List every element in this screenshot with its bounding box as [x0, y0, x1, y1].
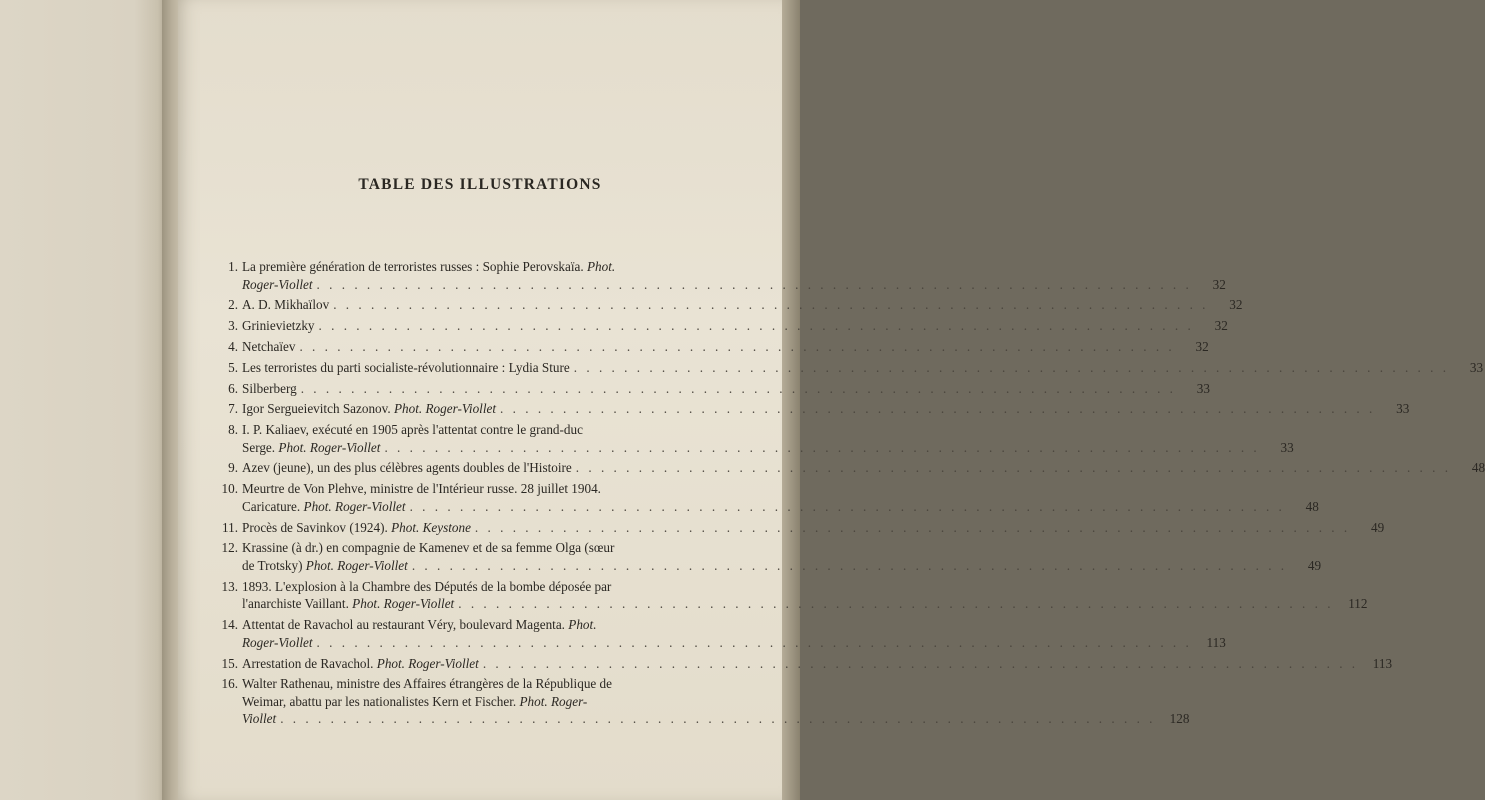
list-item	[218, 380, 1210, 398]
entry-caption	[242, 519, 1384, 537]
dot-leader	[333, 296, 1208, 314]
entry-caption	[242, 675, 1189, 728]
entry-caption-line: de Trotsky) Phot. Roger-Viollet	[242, 557, 408, 573]
entry-number: 5.	[228, 359, 238, 375]
entry-caption	[242, 359, 1483, 377]
entry-page-number: 33	[1280, 439, 1294, 455]
list-item	[218, 675, 1190, 728]
entry-caption-line: Silberberg	[242, 380, 297, 396]
dot-leader	[574, 359, 1449, 377]
entry-caption-line: l'anarchiste Vaillant. Phot. Roger-Viollet	[242, 596, 455, 612]
dot-leader	[410, 498, 1285, 516]
dot-leader	[317, 634, 1192, 652]
entry-caption	[242, 578, 1367, 613]
entry-caption	[242, 459, 1485, 477]
entry-caption-line: Weimar, abattu par les nationalistes Kern et Fischer. Phot. Roger-	[242, 693, 588, 709]
entry-caption-line: Walter Rathenau, ministre des Affaires étrangères de la République de	[242, 676, 613, 692]
entry-caption-line: Krassine (à dr.) en compagnie de Kamenev et de sa femme Olga (sœur	[242, 540, 615, 556]
dot-leader	[317, 276, 1192, 294]
entry-caption	[242, 380, 1210, 398]
dot-leader	[458, 595, 1333, 613]
entry-page-number: 33	[1469, 359, 1484, 375]
entry-number: 7.	[228, 401, 238, 417]
dot-leader	[483, 655, 1358, 673]
entry-page-number: 48	[1471, 460, 1485, 476]
entry-page-number: 49	[1307, 557, 1322, 573]
entry-caption	[242, 258, 1226, 293]
entry-caption	[242, 296, 1242, 314]
entry-number: 1.	[228, 259, 238, 274]
entry-page-number: 32	[1195, 338, 1209, 354]
entry-page-number: 113	[1372, 655, 1393, 671]
entry-number: 10.	[221, 481, 238, 497]
illustration-list	[218, 258, 1485, 731]
entry-number: 9.	[228, 460, 238, 476]
entry-caption-line: Attentat de Ravachol au restaurant Véry, boulevard Magenta. Phot.	[242, 617, 597, 633]
entry-number: 14.	[221, 617, 238, 633]
entry-page-number: 33	[1396, 401, 1410, 417]
list-item	[218, 338, 1209, 356]
facing-page	[0, 0, 168, 800]
entry-caption-line: Grinievietzky	[242, 318, 315, 334]
entry-caption	[242, 400, 1409, 418]
list-item	[218, 655, 1393, 673]
entry-page-number: 33	[1196, 380, 1210, 396]
dot-leader	[299, 338, 1174, 356]
entry-page-number: 113	[1206, 634, 1226, 650]
dot-leader	[412, 557, 1287, 575]
entry-number: 3.	[228, 318, 238, 334]
list-item	[218, 480, 1319, 515]
entry-caption	[242, 539, 1321, 574]
entry-page-number: 32	[1212, 276, 1226, 292]
entry-caption-line: I. P. Kaliaev, exécuté en 1905 après l'attentat contre le grand-duc	[242, 422, 583, 438]
entry-caption-line: Serge. Phot. Roger-Viollet	[242, 439, 381, 455]
list-item	[218, 258, 1226, 293]
entry-number: 15.	[221, 655, 238, 671]
entry-caption-line: Meurtre de Von Plehve, ministre de l'Intérieur russe. 28 juillet 1904.	[242, 481, 601, 497]
entry-caption-line: La première génération de terroristes russes : Sophie Perovskaïa. Phot.	[242, 259, 616, 274]
entry-caption-line: Viollet	[242, 711, 277, 727]
dot-leader	[500, 400, 1375, 418]
entry-number: 8.	[228, 422, 238, 438]
list-item	[218, 359, 1484, 377]
entry-caption-line: Roger-Viollet	[242, 634, 313, 650]
list-item	[218, 578, 1368, 613]
entry-caption	[242, 480, 1319, 515]
list-item	[218, 616, 1226, 651]
entry-caption-line: Caricature. Phot. Roger-Viollet	[242, 498, 406, 514]
entry-caption	[242, 421, 1294, 456]
entry-page-number: 32	[1229, 297, 1243, 313]
entry-number: 13.	[221, 578, 238, 594]
entry-caption-line: Procès de Savinkov (1924). Phot. Keystone	[242, 519, 471, 535]
entry-caption-line: Arrestation de Ravachol. Phot. Roger-Viollet	[242, 655, 479, 671]
entry-caption	[242, 317, 1228, 335]
entry-page-number: 112	[1348, 596, 1368, 612]
entry-number: 4.	[228, 338, 238, 354]
dot-leader	[301, 380, 1176, 398]
entry-number: 6.	[228, 380, 238, 396]
list-item	[218, 296, 1243, 314]
entry-page-number: 49	[1371, 519, 1385, 535]
dot-leader	[576, 459, 1451, 477]
page-title: TABLE DES ILLUSTRATIONS	[358, 176, 602, 193]
entry-number: 11.	[222, 519, 238, 535]
entry-number: 12.	[221, 540, 238, 556]
entry-caption-line: 1893. L'explosion à la Chambre des Députés de la bombe déposée par	[242, 578, 612, 594]
list-item	[218, 539, 1322, 574]
entry-caption	[242, 616, 1226, 651]
entry-page-number: 32	[1214, 318, 1228, 334]
entry-number: 2.	[228, 297, 238, 313]
dot-leader	[280, 710, 1155, 728]
entry-page-number: 48	[1305, 498, 1319, 514]
list-item	[218, 421, 1294, 456]
entry-caption	[242, 655, 1392, 673]
entry-caption-line: Les terroristes du parti socialiste-révolutionnaire : Lydia Sture	[242, 359, 570, 375]
entry-page-number: 128	[1169, 711, 1190, 727]
entry-caption-line: Roger-Viollet	[242, 276, 313, 292]
entry-caption-line: Igor Sergueievitch Sazonov. Phot. Roger-Viollet	[242, 401, 497, 417]
list-item	[218, 400, 1410, 418]
entry-caption-line: Azev (jeune), un des plus célèbres agents doubles de l'Histoire	[242, 460, 572, 476]
entry-caption-line: A. D. Mikhaïlov	[242, 297, 330, 313]
entry-caption-line: Netchaïev	[242, 338, 296, 354]
list-item	[218, 519, 1385, 537]
entry-caption	[242, 338, 1209, 356]
dot-leader	[319, 317, 1194, 335]
entry-number: 16.	[221, 676, 238, 692]
list-item	[218, 459, 1485, 477]
dot-leader	[384, 439, 1259, 457]
list-item	[218, 317, 1228, 335]
dot-leader	[475, 519, 1350, 537]
